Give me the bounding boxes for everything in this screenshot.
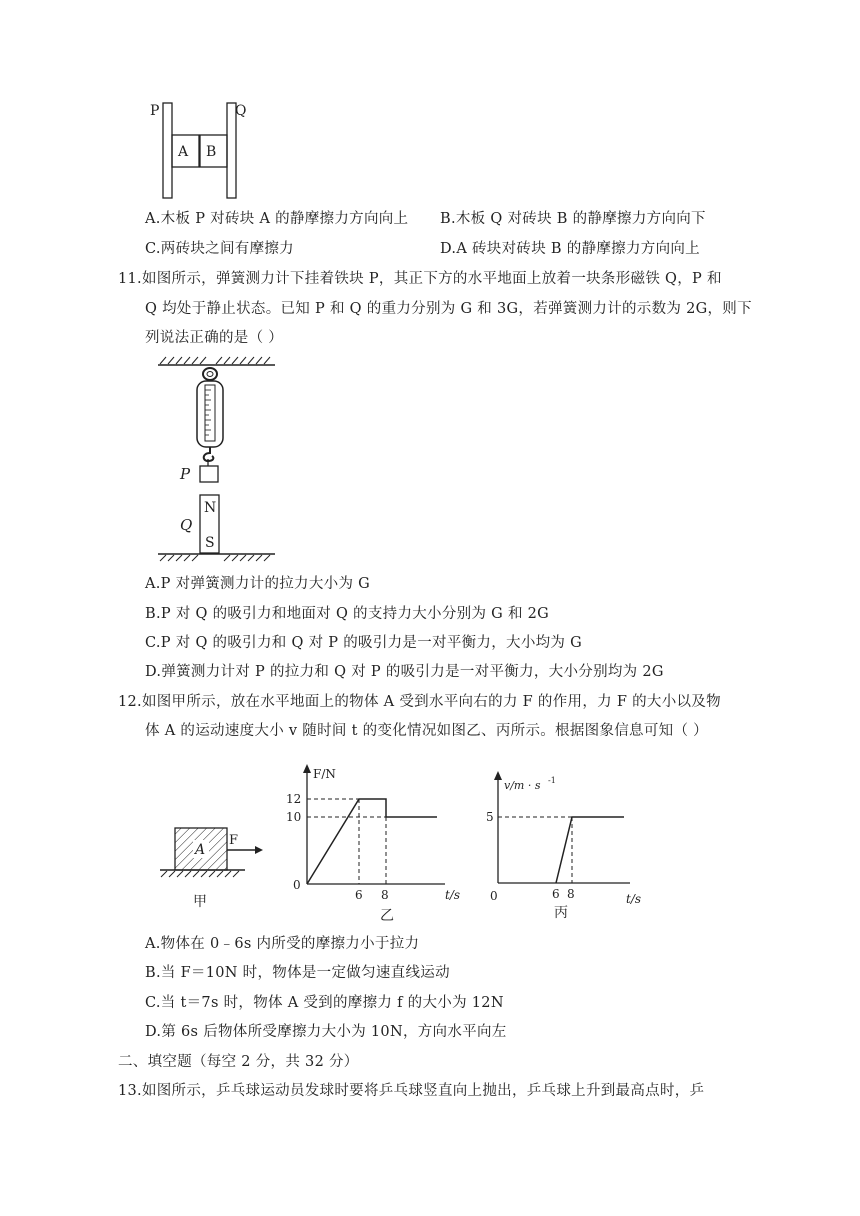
bing-origin-label: 0: [490, 889, 498, 903]
brick-a-label: A: [178, 144, 189, 160]
yi-x-axis-label: t/s: [445, 888, 461, 902]
bing-guide-lines: [498, 817, 572, 883]
bing-ytick-5: 5: [486, 810, 494, 824]
ground-hatch: [160, 555, 270, 561]
scale-ring: [203, 368, 217, 380]
q11-stem-line1: 11.如图所示，弹簧测力计下挂着铁块 P，其正下方的水平地面上放着一块条形磁铁 Q，P 和: [118, 271, 722, 287]
yi-ytick-10: 10: [286, 810, 302, 824]
block-a-label: A: [195, 842, 206, 858]
section2-title: 二、填空题（每空 2 分，共 32 分）: [118, 1054, 359, 1070]
q10-option-d: D.A 砖块对砖块 B 的静摩擦力方向向上: [440, 241, 700, 257]
iron-block-p: [200, 466, 218, 482]
bing-y-axis-label-sup: -1: [548, 776, 556, 785]
q12-stem-line2: 体 A 的运动速度大小 v 随时间 t 的变化情况如图乙、丙所示。根据图象信息可知（ ）: [145, 723, 708, 739]
figure-yi-force-time: [285, 760, 465, 925]
q12-option-b: B.当 F＝10N 时，物体是一定做匀速直线运动: [145, 965, 450, 981]
scale-hook: [204, 447, 214, 461]
bing-xtick-6: 6: [552, 887, 560, 901]
q11-option-d: D.弹簧测力计对 P 的拉力和 Q 对 P 的吸引力是一对平衡力，大小分别均为 2G: [145, 664, 664, 680]
q10-option-a: A.木板 P 对砖块 A 的静摩擦力方向向上: [145, 211, 409, 227]
yi-y-axis-label: F/N: [313, 767, 336, 781]
bing-velocity-curve: [556, 817, 624, 883]
figure-bing-velocity-time: [480, 765, 650, 925]
force-arrow-head: [255, 846, 263, 854]
q11-option-b: B.P 对 Q 的吸引力和地面对 Q 的支持力大小分别为 G 和 2G: [145, 606, 550, 622]
figure-bing-caption: 丙: [554, 905, 568, 921]
yi-force-curve: [307, 799, 437, 884]
board-p: [163, 103, 172, 198]
magnet-q-label: Q: [180, 516, 193, 534]
q11-option-c: C.P 对 Q 的吸引力和 Q 对 P 的吸引力是一对平衡力，大小均为 G: [145, 635, 583, 651]
figure-jia: [155, 820, 265, 910]
bing-xtick-8: 8: [567, 887, 575, 901]
q10-option-c: C.两砖块之间有摩擦力: [145, 241, 294, 257]
magnet-n-label: N: [204, 500, 217, 516]
scale-body: [197, 381, 223, 447]
scale-window: [205, 385, 215, 441]
q11-option-a: A.P 对弹簧测力计的拉力大小为 G: [145, 576, 371, 592]
magnet-s-label: S: [205, 535, 215, 551]
q12-option-a: A.物体在 0﹣6s 内所受的摩擦力小于拉力: [145, 936, 420, 952]
q12-option-c: C.当 t＝7s 时，物体 A 受到的摩擦力 f 的大小为 12N: [145, 995, 504, 1011]
q12-stem-line1: 12.如图甲所示，放在水平地面上的物体 A 受到水平向右的力 F 的作用，力 F 的大小以及物: [118, 694, 721, 710]
ceiling-hatch: [160, 357, 270, 364]
iron-block-p-label: P: [180, 465, 191, 483]
force-label: F: [229, 833, 239, 848]
bing-x-axis-label: t/s: [626, 892, 642, 906]
yi-origin-label: 0: [293, 878, 301, 892]
q13-stem-line1: 13.如图所示，乒乓球运动员发球时要将乒乓球竖直向上抛出，乒乓球上升到最高点时，乒: [118, 1083, 705, 1099]
yi-ytick-12: 12: [286, 792, 302, 806]
figure-jia-caption: 甲: [193, 894, 207, 910]
jia-ground-hatch: [161, 871, 239, 877]
board-q-label: Q: [235, 103, 247, 119]
q11-stem-line3: 列说法正确的是（ ）: [145, 330, 284, 346]
q12-option-d: D.第 6s 后物体所受摩擦力大小为 10N，方向水平向左: [145, 1024, 507, 1040]
scale-ticks: [205, 390, 211, 435]
q11-stem-line2: Q 均处于静止状态。已知 P 和 Q 的重力分别为 G 和 3G，若弹簧测力计的示数为 2G，则下: [145, 301, 752, 317]
figure-yi-caption: 乙: [380, 908, 394, 924]
bing-y-axis-label: v/m · s: [504, 779, 541, 792]
brick-b-label: B: [206, 144, 217, 160]
yi-xtick-6: 6: [355, 888, 363, 902]
q10-option-b: B.木板 Q 对砖块 B 的静摩擦力方向向下: [440, 211, 706, 227]
board-p-label: P: [150, 103, 160, 119]
pq-boards-figure: [145, 95, 260, 205]
yi-guide-lines: [307, 799, 386, 884]
yi-xtick-8: 8: [381, 888, 389, 902]
spring-scale-figure: [150, 355, 285, 565]
